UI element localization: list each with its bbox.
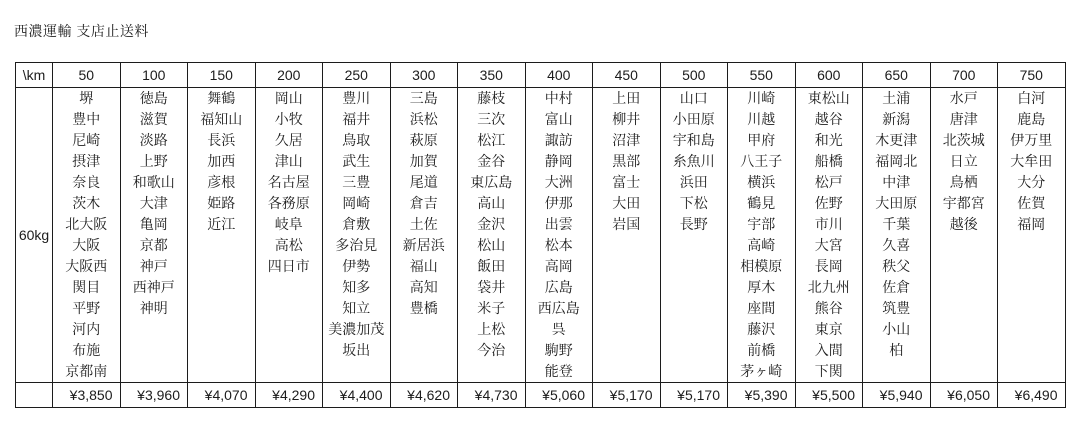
price-cell-750: ¥6,490 — [998, 383, 1066, 408]
city-label: 沼津 — [612, 132, 641, 148]
city-label: 名古屋 — [267, 174, 310, 190]
city-label: 柳井 — [612, 111, 641, 127]
city-label: 大津 — [139, 195, 168, 211]
city-label: 武生 — [342, 153, 371, 169]
city-label: 東京 — [814, 321, 843, 337]
city-label: 奈良 — [72, 174, 101, 190]
city-label: 木更津 — [875, 132, 918, 148]
city-label: 豊中 — [72, 111, 101, 127]
city-label: 福井 — [342, 111, 371, 127]
city-label: 筑豊 — [882, 300, 911, 316]
city-label: 佐倉 — [882, 279, 911, 295]
page-title: 西濃運輸 支店止送料 — [14, 23, 149, 39]
city-label: 北九州 — [807, 279, 850, 295]
price-cell-700: ¥6,050 — [930, 383, 998, 408]
city-label: 呉 — [551, 321, 566, 337]
city-label: 淡路 — [139, 132, 168, 148]
city-label: 久居 — [274, 132, 303, 148]
cities-cell-350 — [458, 88, 526, 383]
city-label: 京都 — [139, 237, 168, 253]
city-label: 河内 — [72, 321, 101, 337]
city-label: 多治見 — [335, 237, 378, 253]
city-label: 坂出 — [342, 342, 371, 358]
city-label: 藤沢 — [747, 321, 776, 337]
cities-cell-700 — [930, 88, 998, 383]
city-label: 平野 — [72, 300, 101, 316]
city-label: 西神戸 — [132, 279, 175, 295]
city-label: 尼崎 — [72, 132, 101, 148]
city-label: 三次 — [477, 111, 506, 127]
city-label: 各務原 — [267, 195, 310, 211]
city-label: 岡山 — [274, 90, 303, 106]
cities-cell-600 — [795, 88, 863, 383]
distance-header-400: 400 — [525, 63, 593, 88]
city-label: 大阪 — [72, 237, 101, 253]
city-label: 伊勢 — [342, 258, 371, 274]
city-label: 宇部 — [747, 216, 776, 232]
city-label: 宇都宮 — [942, 195, 985, 211]
city-label: 日立 — [949, 153, 978, 169]
city-label: 米子 — [477, 300, 506, 316]
city-label: 土浦 — [882, 90, 911, 106]
city-label: 福岡 — [1017, 216, 1046, 232]
distance-header-750: 750 — [998, 63, 1066, 88]
city-label: 大分 — [1017, 174, 1046, 190]
city-label: 袋井 — [477, 279, 506, 295]
city-label: 神明 — [139, 300, 168, 316]
city-label: 大洲 — [544, 174, 573, 190]
cities-cell-250 — [323, 88, 391, 383]
city-label: 三島 — [409, 90, 438, 106]
city-label: 高松 — [274, 237, 303, 253]
city-label: 下松 — [679, 195, 708, 211]
price-cell-100: ¥3,960 — [120, 383, 188, 408]
city-label: 伊那 — [544, 195, 573, 211]
city-label: 茨木 — [72, 195, 101, 211]
distance-header-200: 200 — [255, 63, 323, 88]
city-label: 美濃加茂 — [328, 321, 385, 337]
city-label: 津山 — [274, 153, 303, 169]
city-label: 新居浜 — [402, 237, 445, 253]
city-label: 山口 — [679, 90, 708, 106]
city-label: 福岡北 — [875, 153, 918, 169]
city-label: 豊橋 — [409, 300, 438, 316]
price-cell-300: ¥4,620 — [390, 383, 458, 408]
city-label: 浜松 — [409, 111, 438, 127]
city-label: 新潟 — [882, 111, 911, 127]
city-label: 大田 — [612, 195, 641, 211]
price-cell-200: ¥4,290 — [255, 383, 323, 408]
price-empty-cell — [16, 383, 53, 408]
city-label: 川越 — [747, 111, 776, 127]
distance-header-650: 650 — [863, 63, 931, 88]
city-label: 彦根 — [207, 174, 236, 190]
city-label: 岩国 — [612, 216, 641, 232]
distance-header-600: 600 — [795, 63, 863, 88]
city-label: 小田原 — [672, 111, 715, 127]
city-label: 鳥取 — [342, 132, 371, 148]
distance-header-300: 300 — [390, 63, 458, 88]
header-row — [16, 63, 1066, 88]
city-label: 船橋 — [814, 153, 843, 169]
city-label: 藤枝 — [477, 90, 506, 106]
city-label: 松山 — [477, 237, 506, 253]
city-label: 上松 — [477, 321, 506, 337]
weight-label: 60kg — [16, 88, 53, 383]
city-label: 舞鶴 — [207, 90, 236, 106]
city-label: 横浜 — [747, 174, 776, 190]
city-label: 豊川 — [342, 90, 371, 106]
city-label: 堺 — [79, 90, 94, 106]
city-label: 八王子 — [740, 153, 783, 169]
city-label: 熊谷 — [814, 300, 843, 316]
city-label: 徳島 — [139, 90, 168, 106]
price-cell-600: ¥5,500 — [795, 383, 863, 408]
city-label: 西広島 — [537, 300, 580, 316]
corner-km-header: \km — [16, 63, 53, 88]
cities-cell-100 — [120, 88, 188, 383]
city-label: 倉吉 — [409, 195, 438, 211]
city-label: 大牟田 — [1010, 153, 1053, 169]
price-cell-500: ¥5,170 — [660, 383, 728, 408]
price-cell-650: ¥5,940 — [863, 383, 931, 408]
city-label: 秩父 — [882, 258, 911, 274]
price-row — [16, 383, 1066, 408]
city-label: 大阪西 — [65, 258, 108, 274]
city-label: 広島 — [544, 279, 573, 295]
city-label: 前橋 — [747, 342, 776, 358]
city-label: 中津 — [882, 174, 911, 190]
city-label: 中村 — [544, 90, 573, 106]
city-label: 水戸 — [949, 90, 978, 106]
price-cell-450: ¥5,170 — [593, 383, 661, 408]
cities-cell-550 — [728, 88, 796, 383]
city-label: 浜田 — [679, 174, 708, 190]
distance-header-100: 100 — [120, 63, 188, 88]
city-label: 佐野 — [814, 195, 843, 211]
city-label: 下関 — [814, 363, 843, 379]
city-label: 富山 — [544, 111, 573, 127]
city-label: 越谷 — [814, 111, 843, 127]
city-label: 金谷 — [477, 153, 506, 169]
city-label: 柏 — [889, 342, 904, 358]
city-label: 今治 — [477, 342, 506, 358]
cities-cell-400 — [525, 88, 593, 383]
city-label: 北大阪 — [65, 216, 108, 232]
city-label: 東広島 — [470, 174, 513, 190]
city-label: 川崎 — [747, 90, 776, 106]
city-label: 上野 — [139, 153, 168, 169]
city-label: 岐阜 — [274, 216, 303, 232]
city-label: 近江 — [207, 216, 236, 232]
distance-header-500: 500 — [660, 63, 728, 88]
city-label: 高崎 — [747, 237, 776, 253]
cities-cell-650 — [863, 88, 931, 383]
distance-header-550: 550 — [728, 63, 796, 88]
city-label: 鳥栖 — [949, 174, 978, 190]
city-label: 越後 — [949, 216, 978, 232]
cities-cell-750 — [998, 88, 1066, 383]
city-label: 伊万里 — [1010, 132, 1053, 148]
city-label: 大宮 — [814, 237, 843, 253]
city-label: 四日市 — [267, 258, 310, 274]
city-label: 白河 — [1017, 90, 1046, 106]
city-label: 布施 — [72, 342, 101, 358]
city-label: 高岡 — [544, 258, 573, 274]
city-label: 飯田 — [477, 258, 506, 274]
city-label: 上田 — [612, 90, 641, 106]
city-label: 岡崎 — [342, 195, 371, 211]
price-cell-50: ¥3,850 — [53, 383, 121, 408]
city-label: 糸魚川 — [672, 153, 715, 169]
city-label: 宇和島 — [672, 132, 715, 148]
distance-header-350: 350 — [458, 63, 526, 88]
city-label: 土佐 — [409, 216, 438, 232]
city-label: 尾道 — [409, 174, 438, 190]
city-label: 小山 — [882, 321, 911, 337]
city-label: 富士 — [612, 174, 641, 190]
city-label: 長野 — [679, 216, 708, 232]
distance-header-250: 250 — [323, 63, 391, 88]
city-label: 黒部 — [612, 153, 641, 169]
city-label: 松江 — [477, 132, 506, 148]
city-label: 出雲 — [544, 216, 573, 232]
city-label: 唐津 — [949, 111, 978, 127]
city-label: 倉敷 — [342, 216, 371, 232]
city-label: 加賀 — [409, 153, 438, 169]
city-label: 滋賀 — [139, 111, 168, 127]
city-label: 知多 — [342, 279, 371, 295]
city-label: 加西 — [207, 153, 236, 169]
city-label: 高山 — [477, 195, 506, 211]
city-label: 諏訪 — [544, 132, 573, 148]
city-label: 東松山 — [807, 90, 850, 106]
cities-cell-200 — [255, 88, 323, 383]
cities-row — [16, 88, 1066, 383]
city-label: 亀岡 — [139, 216, 168, 232]
city-label: 駒野 — [544, 342, 573, 358]
city-label: 京都南 — [65, 363, 108, 379]
city-label: 萩原 — [409, 132, 438, 148]
city-label: 鹿島 — [1017, 111, 1046, 127]
distance-header-450: 450 — [593, 63, 661, 88]
city-label: 相模原 — [740, 258, 783, 274]
city-label: 高知 — [409, 279, 438, 295]
city-label: 和歌山 — [132, 174, 175, 190]
city-label: 厚木 — [747, 279, 776, 295]
city-label: 知立 — [342, 300, 371, 316]
city-label: 鶴見 — [747, 195, 776, 211]
city-label: 福山 — [409, 258, 438, 274]
city-label: 佐賀 — [1017, 195, 1046, 211]
distance-header-700: 700 — [930, 63, 998, 88]
city-label: 入間 — [814, 342, 843, 358]
cities-cell-500 — [660, 88, 728, 383]
city-label: 姫路 — [207, 195, 236, 211]
city-label: 松戸 — [814, 174, 843, 190]
price-cell-400: ¥5,060 — [525, 383, 593, 408]
city-label: 能登 — [544, 363, 573, 379]
city-label: 座間 — [747, 300, 776, 316]
city-label: 福知山 — [200, 111, 243, 127]
city-label: 久喜 — [882, 237, 911, 253]
city-label: 松本 — [544, 237, 573, 253]
city-label: 摂津 — [72, 153, 101, 169]
city-label: 神戸 — [139, 258, 168, 274]
city-label: 長浜 — [207, 132, 236, 148]
city-label: 長岡 — [814, 258, 843, 274]
cities-cell-50 — [53, 88, 121, 383]
cities-cell-300 — [390, 88, 458, 383]
city-label: 三豊 — [342, 174, 371, 190]
city-label: 金沢 — [477, 216, 506, 232]
city-label: 茅ヶ崎 — [740, 363, 783, 379]
distance-header-150: 150 — [188, 63, 256, 88]
price-cell-550: ¥5,390 — [728, 383, 796, 408]
price-cell-150: ¥4,070 — [188, 383, 256, 408]
cities-cell-450 — [593, 88, 661, 383]
city-label: 関目 — [72, 279, 101, 295]
city-label: 静岡 — [544, 153, 573, 169]
city-label: 甲府 — [747, 132, 776, 148]
city-label: 大田原 — [875, 195, 918, 211]
city-label: 千葉 — [882, 216, 911, 232]
city-label: 市川 — [814, 216, 843, 232]
price-cell-250: ¥4,400 — [323, 383, 391, 408]
city-label: 和光 — [814, 132, 843, 148]
distance-header-50: 50 — [53, 63, 121, 88]
city-label: 小牧 — [274, 111, 303, 127]
cities-cell-150 — [188, 88, 256, 383]
city-label: 北茨城 — [942, 132, 985, 148]
price-cell-350: ¥4,730 — [458, 383, 526, 408]
shipping-fee-table — [15, 62, 1066, 408]
